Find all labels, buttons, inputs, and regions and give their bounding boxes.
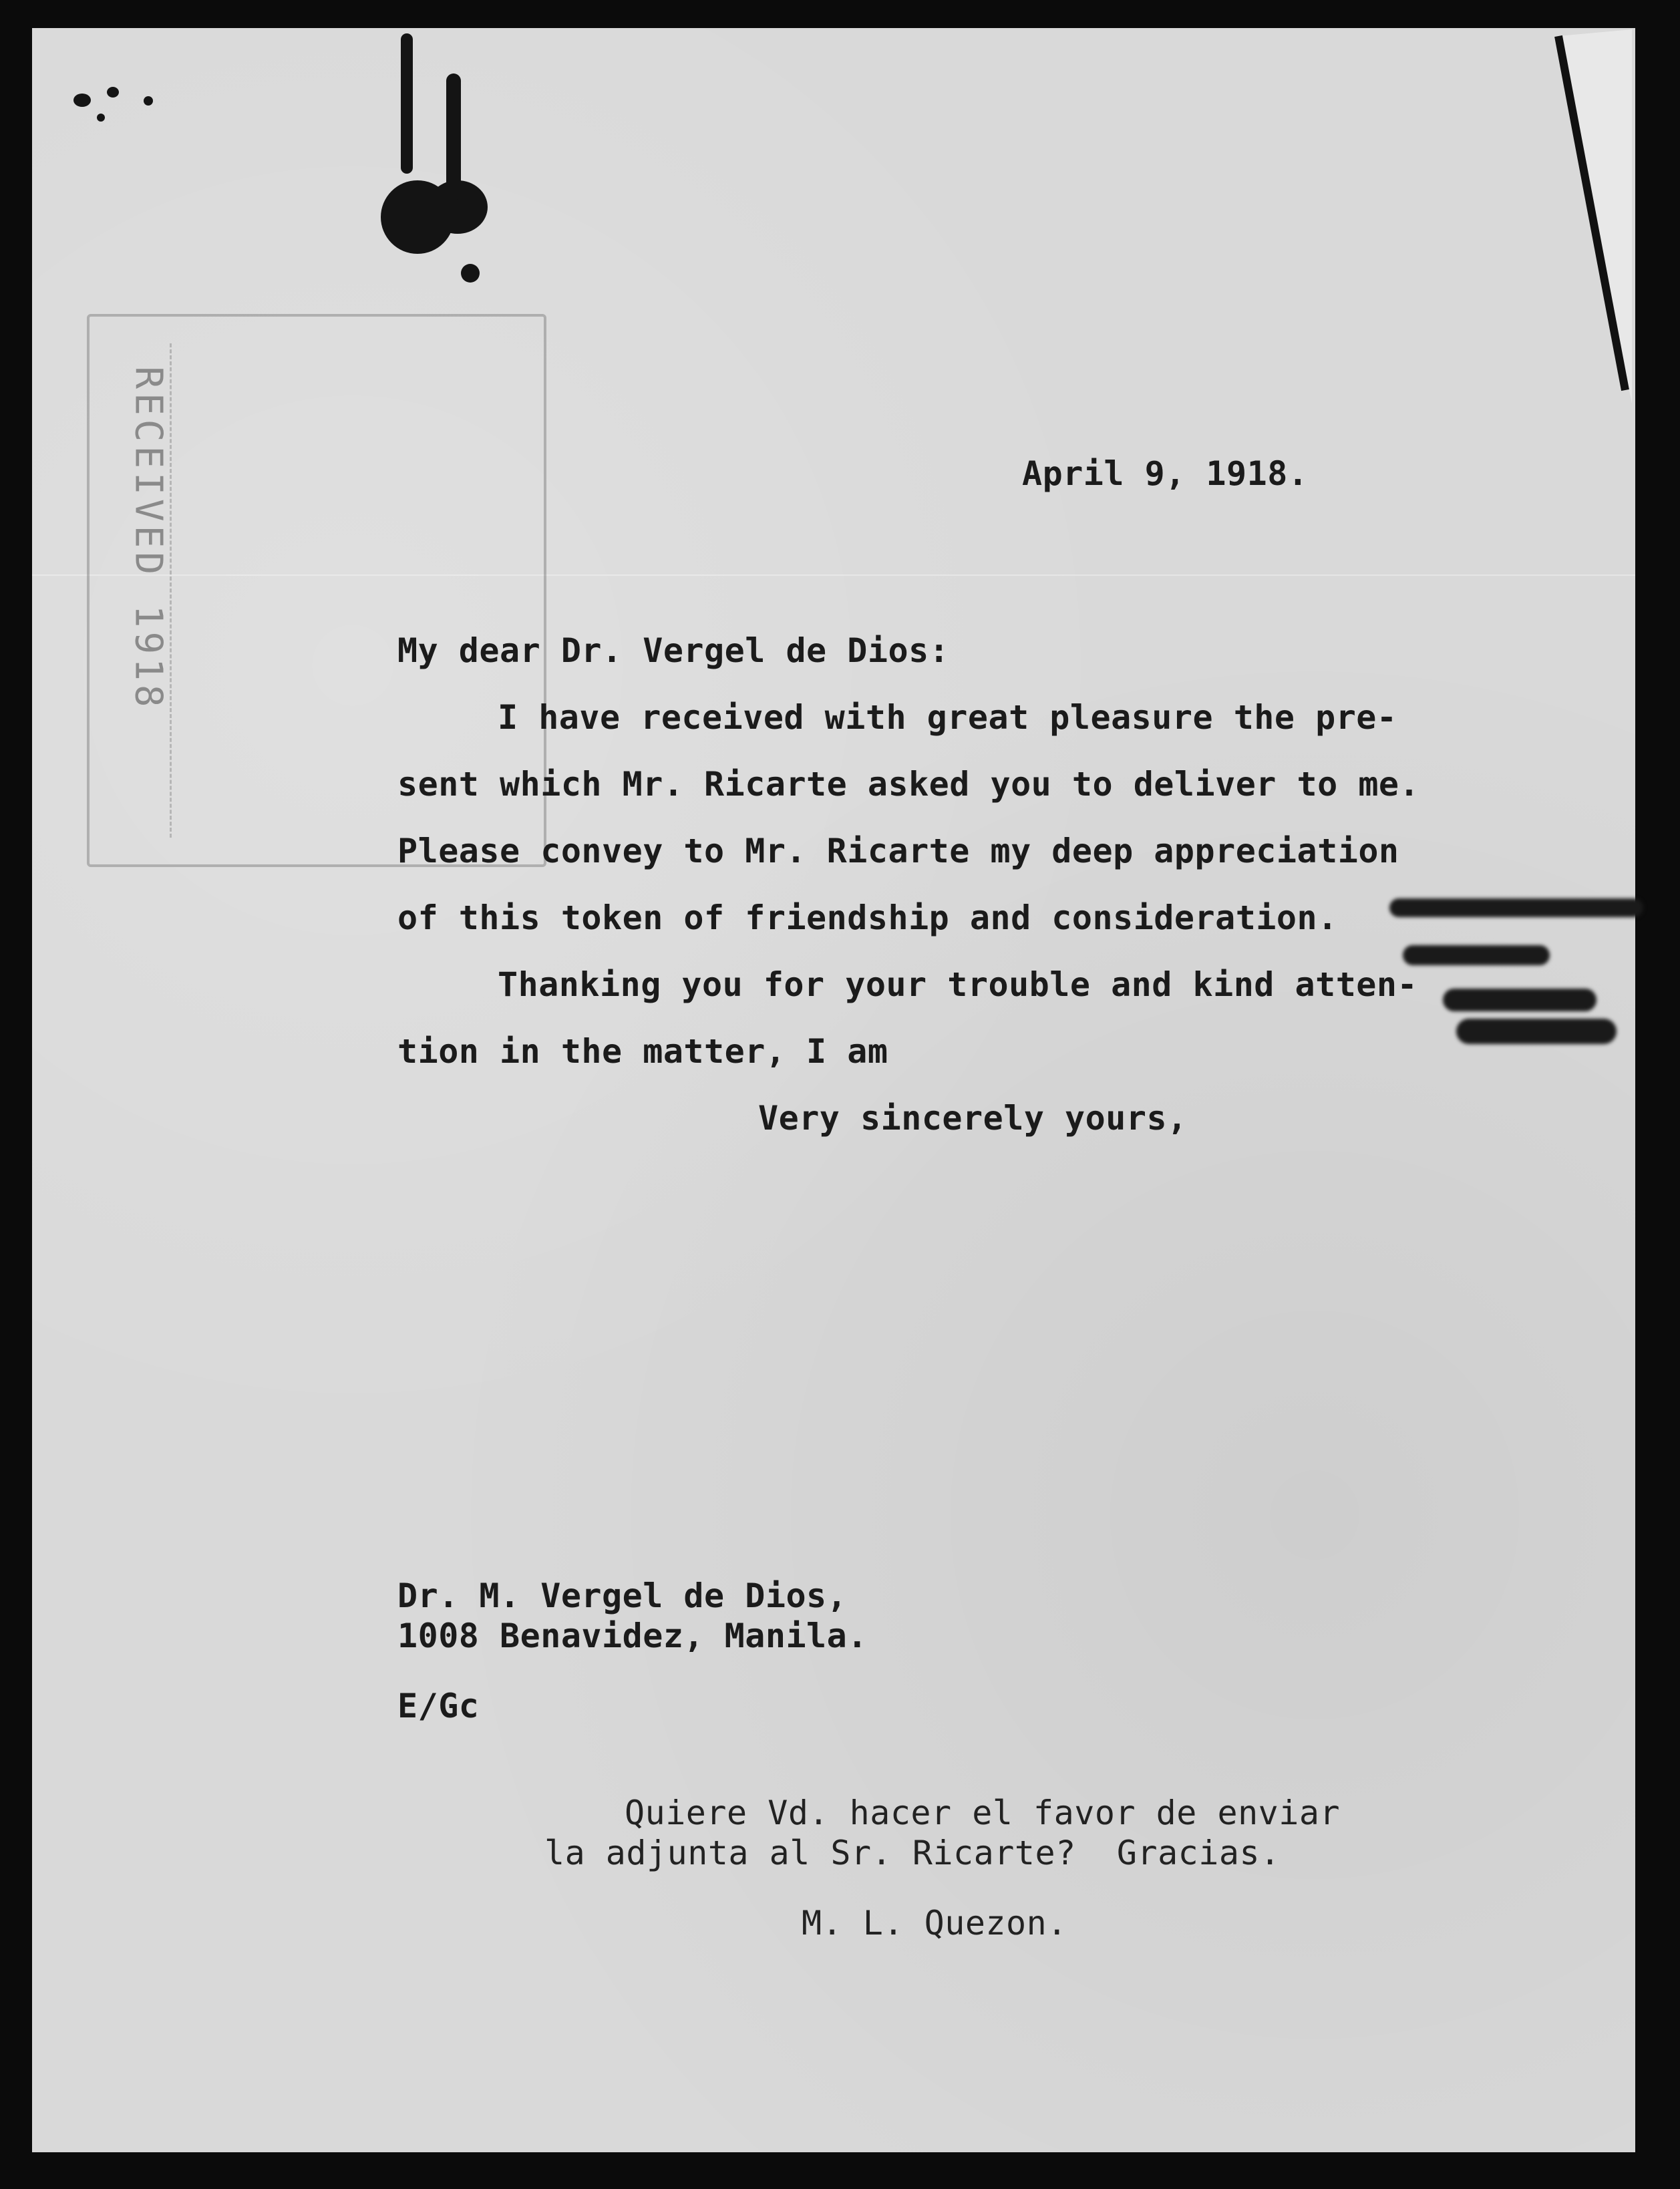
- closing: Very sincerely yours,: [758, 1099, 1188, 1138]
- postscript-line: Quiere Vd. hacer el favor de enviar: [625, 1794, 1341, 1832]
- address-line: Dr. M. Vergel de Dios,: [397, 1576, 848, 1615]
- letter-date: April 9, 1918.: [1022, 454, 1309, 493]
- postscript-line: la adjunta al Sr. Ricarte? Gracias.: [544, 1834, 1281, 1872]
- body-line: sent which Mr. Ricarte asked you to deliver to me.: [397, 765, 1420, 804]
- ink-smudge: [1403, 945, 1550, 965]
- stamp-divider: [170, 343, 519, 838]
- ink-spot: [107, 87, 119, 98]
- salutation: My dear Dr. Vergel de Dios:: [397, 631, 950, 670]
- ink-spot: [461, 264, 480, 283]
- ink-spot: [73, 94, 91, 107]
- body-line: of this token of friendship and consideration.: [397, 898, 1338, 937]
- page-corner-curl: [1552, 29, 1639, 403]
- ink-spot: [97, 114, 105, 122]
- typist-initials: E/Gc: [397, 1687, 480, 1725]
- body-line: Thanking you for your trouble and kind atten-: [498, 965, 1418, 1004]
- body-line: Please convey to Mr. Ricarte my deep appreciation: [397, 832, 1399, 870]
- ink-smudge: [1389, 898, 1643, 917]
- ink-smudge: [1443, 989, 1597, 1011]
- ink-spot: [144, 96, 153, 106]
- postscript-signature: M. L. Quezon.: [802, 1904, 1067, 1943]
- stamp-text: RECEIVED 1918: [126, 366, 170, 711]
- ink-smudge: [1456, 1019, 1617, 1044]
- ink-drip: [401, 33, 413, 174]
- body-line: tion in the matter, I am: [397, 1032, 888, 1071]
- ink-drip: [446, 73, 461, 200]
- body-line: I have received with great pleasure the pre-: [498, 698, 1397, 737]
- address-line: 1008 Benavidez, Manila.: [397, 1617, 868, 1655]
